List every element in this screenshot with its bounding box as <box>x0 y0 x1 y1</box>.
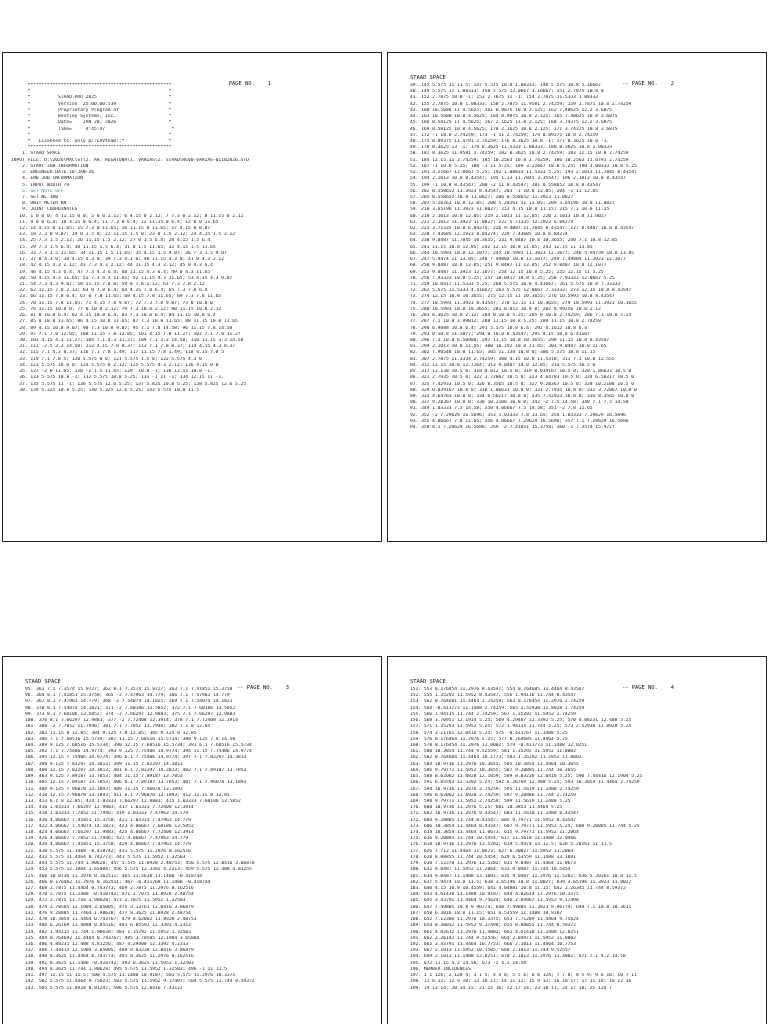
page-number: -- PAGE NO. 2 <box>622 81 674 87</box>
page-number: -- PAGE NO. 3 <box>237 685 289 691</box>
output-line: 30. 103 4.15 4.3 11.27; 104 7.1 4.3 11.27; 109 7.1 3.3 14.58; 110 11.15 3.3 14.58 <box>11 337 244 343</box>
output-line: 135. 484 0.764692 11.4464 0.743767; 485 3.70585 12.1904 3.65004 <box>25 935 200 941</box>
output-line: 25. 76 11.15 10.8 0; 77 0 10.8 2.12; 79 7.3 10.8 2.12; 80 11.15 10.8 2.12 <box>11 306 222 312</box>
output-line: 101. 380 -2 7.7852 11.7946; 381 7.1 7.7852 11.7946; 382 7.1 8 12.85 <box>25 724 211 730</box>
output-line: INPUT FILE: D:\2026\MAC\ST\2. AR. REGATUNA\1. VARIAS\2. STAAD\REV0-VARIAS-01182026.STD <box>11 157 249 163</box>
output-line: 28. 89 4.15 10.8 9.07; 90 7.3 10.8 9.07; 95 7.1 7.8 14.58; 96 11.15 7.8 14.58 <box>11 325 233 331</box>
output-line: 46. 169 0.58125 10.8 4.5625; 170 2.1625 10.8 2.125; 171 3.74375 10.8 3.6875 <box>410 126 618 132</box>
output-line: 89. 333 4.64783 10.8 0; 334 6.50217 10.8 0; 335 7.42933 10.8 0; 336 8.3565 10.8 0 <box>410 393 635 399</box>
output-line: 186. 647 7.49805 10.8 9.96774; 648 7.49805 11.3923 9.96774; 649 7.1 10.8 10.3611 <box>410 904 632 910</box>
output-line: 60. 218 2.1013 10.8 12.05; 219 2.1013 11 12.05; 220 2.1013 10.8 11.0027 <box>410 213 607 219</box>
page-text-lines <box>410 83 762 541</box>
output-line: 133. 480 6.26769 11.4888 0.85516; 481 6.85592 12.3392 4.2313 <box>25 923 191 929</box>
output-line: * Proprietary Program of * <box>11 107 172 113</box>
output-line: 103. 386 7.1 7.68516 15.5734; 387 11.15 7.68516 15.5734; 388 9.125 7.8 14.58 <box>25 736 236 742</box>
output-line: 178. 628 8.88855 11.744 10.5454; 629 6.53559 11.1488 13.1091 <box>410 854 576 860</box>
output-line: * STAAD.PRO 2025 * <box>11 95 172 101</box>
output-line: 65. 241 11.15 10.8 12.85; 242 12.15 10.8 11.85; 243 12.15 11 13.85 <box>410 244 593 250</box>
output-line: 43. 160 10.5688 11 4.5625; 161 8.9875 10.8 2.125; 162 7.40625 12.2 3.6875 <box>410 107 612 113</box>
output-line: 182. 637 5.9474 10.8 11.5; 638 3.65196 10.8 11.0027; 639 3.65196 11.3923 11.0027 <box>410 879 632 885</box>
output-line: 70. 256 7.93333 10.8 5.25; 257 10.0417 10.8 5.25; 258 7.93333 12.0667 5.25 <box>410 275 615 281</box>
output-line: 93. 355 4.06667 7.8 11.65; 356 4.06667 7.29629 16.5696; 357 7.1 7.29629 16.5696 <box>410 418 629 424</box>
output-line: 166. 591 6.85593 12.3392 5.25; 592 6.26769 12.488 5.25; 593 10.3854 11.4464 2.74259 <box>410 780 640 786</box>
output-line: 118. 424 4.06667 7.66297 12.9883; 425 4.06667 7.72408 12.3914 <box>25 830 194 836</box>
output-line: 177. 626 7.712 11.4464 11.0673; 627 6.30027 11.5952 11.2064 <box>410 848 574 854</box>
output-line: 156. 568 3.70951 12.1914 5.25; 569 4.29407 12.3392 5.25; 570 4.88231 12.488 5.25 <box>410 718 632 724</box>
output-line: 74. 277 10.5993 11.3923 8.43547; 278 12.15 11 10.3655; 279 10.5993 11.3923 10.3655 <box>410 300 637 306</box>
output-line: 173. 606 10.3854 11.4464 8.43547; 607 9.79771 11.5952 5.25; 608 9.20885 11.744 5.25 <box>410 823 640 829</box>
page-number: PAGE NO. 1 <box>228 81 271 87</box>
output-line: * * <box>11 132 172 138</box>
output-line: 64. 230 9.0487 11.7845 10.3655; 231 9.0487 10.8 10.3655; 240 7.1 10.8 12.85 <box>410 238 618 244</box>
page-text-lines <box>410 687 762 1024</box>
output-line: 110. 405 12.15 7.89187 13.7853; 406 6.1 7.89187 13.7853; 407 7.1 7.96078 13.1893 <box>25 780 247 786</box>
output-line: 80. 296 7.1 10.8 6.50988; 297 11.15 10.8 10.3655; 298 11.15 10.8 8.43547 <box>410 337 610 343</box>
output-line: 126. 466 0.176462 11.2976 0.162511; 467 -0.411768 11.1488 -0.418744 <box>25 879 211 885</box>
output-line: 129. 472 2.7875 11.744 1.90628; 473 2.7875 11.5952 1.32503 <box>25 898 186 904</box>
output-line: 192. 665 3.43791 11.4464 10.7753; 666 2.1013 11.4464 10.7753 <box>410 941 576 947</box>
output-line: 91. 349 1.03333 7.5 14.58; 350 4.06667 7.5 14.58; 351 -2 7.8 11.65 <box>410 406 593 412</box>
output-line: 160. 578 0.176454 11.2976 11.0002; 579 -0.411773 11.1488 12.0251 <box>410 742 588 748</box>
output-line: 109. 403 9.125 7.89187 13.7853; 404 11.15 7.89187 13.7853 <box>25 774 183 780</box>
output-line: 31. 111 -2.5 3.3 14.58; 112 4.15 7.8 8.37; 113 7.1 7.8 8.37; 114 4.15 4.3 8.37 <box>11 344 236 350</box>
output-line: 10. 1 0 0 0; 4 11.15 0 0; 5 0 0 2.12; 6 4.15 0 2.12; 7 7.3 0 2.12; 8 11.15 0 2.12 <box>11 213 244 219</box>
page-number: -- PAGE NO. 4 <box>622 685 674 691</box>
output-line: 161. 580 10.3854 11.744 9.52559; 581 1.35292 11.5952 11.0002 <box>410 749 576 755</box>
output-line: 153. 562 0.764681 11.4464 2.74259; 563 0.176454 11.2976 2.74259 <box>410 699 585 705</box>
output-line: 58. 207 5.20261 10.8 12.05; 208 5.20261 11 12.05; 209 3.65196 10.8 11.0027 <box>410 201 615 207</box>
output-line: 168. 596 8.62062 11.8928 2.74259; 597 9.20886 11.744 2.74259 <box>410 792 576 798</box>
output-line: 34. 123 5.575 10.8 0; 124 5.575 0 2.12; 125 5.575 4.3 2.12; 126 4.15 0 0 <box>11 362 219 368</box>
output-line: 124. 453 5.575 12.1904 3.65004; 456 5.575 12.3392 4.2313; 459 5.575 12.488 4.81255 <box>25 867 252 873</box>
output-line: 71. 259 10.0417 11.5333 5.25; 260 5.575 10.8 4.41667; 261 5.575 10.8 7.33333 <box>410 282 621 287</box>
output-line: 13. 18 7.3 0 9.07; 19 0 1.5 0; 22 11.15 1.5 0; 23 0 1.5 2.12; 24 4.15 1.5 2.12 <box>11 232 236 238</box>
output-line: 113. 413 6.1 8 12.85; 414 1.03333 7.66297 12.9883; 415 1.03333 7.60186 13.5852 <box>25 798 241 804</box>
output-line: 199. 19 13 14; 20 14 15; 21 15 16; 22 17 14; 23 18 11; 24 17 18; 25 124 7 <box>410 985 612 991</box>
output-line: 54. 194 2.1013 10.8 8.43547; 195 1.13 11.7845 3.35547; 196 2.1013 10.8 8.43547 <box>410 176 626 182</box>
output-line: 69. 253 9.0487 11.3923 12.1077; 254 12.15 10.8 5.25; 255 12.15 11 5.25 <box>410 269 604 275</box>
output-line: 41. 152 2.7875 10.8 -1; 153 2.7875 11 -1; 154 2.7875 11.5333 1.08333 <box>410 95 599 101</box>
output-line: 83. 307 2.7875 11.3334 2.74259; 308 4.15 10.8 11.5318; 311 7.1 10.8 12.555 <box>410 356 615 362</box>
output-line: 194. 669 2.1013 11.1488 12.0251; 670 2.1013 11.2976 11.4002; 671 7.1 4.2 14.58 <box>410 954 626 960</box>
output-line: 5. INPUT WIDTH 79 <box>11 182 70 188</box>
output-line: 17. 37 0 4.3 0; 38 4.15 4.3 0; 39 7.3 4.3 0; 40 11.15 4.3 0; 41 0 4.3 2.12 <box>11 257 224 263</box>
output-line: 35. 127 -2 0 11.65; 128 -2 1.5 11.65; 129 -10.8 -1; 130 12.15 10.8 -1. <box>11 369 213 375</box>
output-line: 155. 566 1.94115 11.744 2.74259; 567 1.35292 11.5952 2.74259 <box>410 711 576 717</box>
page-text-lines <box>25 687 377 1024</box>
output-line: 120. 428 4.06667 7.41851 15.3758; 429 4.06667 7.47963 14.779 <box>25 842 191 848</box>
output-line: 183. 640 4.15 10.8 10.4559; 641 4.04881 10.8 11.15; 642 2.26345 11.744 8.59372 <box>410 886 626 891</box>
output-page-2 <box>387 52 767 542</box>
output-line: 108. 400 12.15 7.82297 14.3813; 401 6.1 7.82297 14.3813; 402 7.1 7.89187 13.7853 <box>25 767 247 773</box>
output-line: 40. 149 5.575 11 1.08333; 150 5.575 12.0667 3.16667; 151 2.7875 10.8 0 <box>410 89 604 95</box>
output-line: 15. 29 7.3 1.5 6.4; 30 11.15 1.5 6.4; 31 0 1.5 11.65; 32 4.15 1.5 11.65 <box>11 244 216 250</box>
output-line: 157. 571 1.35293 11.5952 5.25; 572 1.94115 11.744 5.25; 573 2.52938 11.8928 5.25 <box>410 724 632 730</box>
output-line: 191. 662 2.26142 11.744 9.52556; 664 2.84971 11.5952 11.0002 <box>410 935 576 941</box>
output-line: 44. 163 10.5688 10.8 4.5625; 164 8.9875 10.8 2.125; 165 7.40625 10.8 3.6875 <box>410 114 618 120</box>
output-line: 37. 135 5.575 11 -1; 136 5.575 12.6 5.25; 137 5.825 10.8 5.25; 138 5.825 12.6 5.25 <box>11 381 247 387</box>
output-line: 92. 352 -2 7.29629 16.5696; 353 1.03333 7.8 13.65; 354 1.03333 7.29629 16.5696 <box>410 412 626 418</box>
output-line: 180. 632 9.0487 11.5952 11.2064; 633 9.0487 11.744 10.5454 <box>410 867 571 873</box>
output-line: 172. 604 9.20885 11.744 8.43547; 605 9.79771 11.5952 8.43547 <box>410 817 576 823</box>
output-line: 81. 299 2.1013 10.8 11.65; 300 10.192 10.8 11.65; 301 9.0487 10.8 11.65 <box>410 344 607 350</box>
output-line: 19. 46 4.15 4.3 6.4; 47 7.3 4.3 6.4; 48 11.15 4.3 6.4; 49 0 4.3 11.65 <box>11 269 211 275</box>
page-header-left: STAAD SPACE <box>410 75 446 81</box>
output-line: 102. 383 11.15 8 12.85; 384 9.125 7.8 12.85; 385 9.125 8 12.85 <box>25 730 197 736</box>
output-line: 1. STAAD SPACE <box>11 151 61 157</box>
output-line: 125. 460 10.0736 11.2976 0.162511; 465 11.5638 11.1488 -0.418744 <box>25 873 203 879</box>
output-line: 84. 312 11.15 10.8 12.7264; 313 9.0487 10.8 12.85; 314 5.575 10.5 0 <box>410 362 596 368</box>
output-line: 52. 187 -1 10.8 5.25; 188 -1 11 5.25; 189 3.21667 10.8 5.25; 190 1.08333 10.8 5.25 <box>410 163 637 169</box>
output-line: 85. 317 11.138 10.5 0; 318 0.012 10.5 0; 319 0.039167 10.5 0; 320 1.86633 10.5 0 <box>410 369 632 375</box>
output-line: 49. 178 8.3625 13 -1; 179 8.3625 11.5333 1.08333; 180 8.3625 10.8 1.08333 <box>410 145 612 151</box>
output-line: * Bentley Systems, Inc. * <box>11 114 172 120</box>
output-line: 24. 70 11.15 7.8 11.65; 71 4.15 7.8 9.07; 72 7.3 7.8 9.07; 73 0 10.8 0 <box>11 300 213 306</box>
output-line: 66. 244 10.5993 10.8 12.1077; 245 10.5993 11.3923 12.1077; 246 5.94739 10.8 13.85 <box>410 250 635 256</box>
output-line: 33. 119 7.1 7.8 5; 120 5.575 0 0; 121 5.575 1.5 0; 122 5.575 4.3 0 <box>11 356 202 362</box>
output-line: 195. 672 11.15 4.2 14.58; 673 -2 4.2 14.58 <box>410 960 527 966</box>
output-line: 59. 210 3.65196 11.3923 11.0027; 213 4.15 10.8 11.15; 215 7.1 10.8 11.15 <box>410 207 610 213</box>
output-line: 68. 250 9.0487 10.8 13.85; 251 9.0487 11 13.85; 252 9.0487 10.8 12.1077 <box>410 263 607 269</box>
output-line: 170. 600 10.9736 11.2976 5.25; 601 10.3853 11.4464 5.25 <box>410 805 563 811</box>
output-line: 72. 262 5.575 11.5333 4.41667; 263 5.575 12.0667 7.33333; 273 12.15 10.8 8.43547 <box>410 288 632 294</box>
output-line: * Version 25.00.00.539 * <box>11 101 172 107</box>
output-line: 140. 494 8.3625 11.744 1.90628; 495 5.575 11.5952 1.32503; 496 -1 11 11.5 <box>25 966 227 972</box>
output-line: 53. 191 3.21667 12.0667 5.25; 192 1.08833 11.5333 5.25; 193 2.1013 11.7845 8.43547 <box>410 170 637 176</box>
output-line: 63. 228 7.43685 12.1923 8.84274; 229 7.43685 10.8 6.84274 <box>410 232 568 238</box>
output-line: 3. ENGINEER DATE 18-JAN-26 <box>11 170 94 176</box>
output-line: 134. 482 1.94115 11.744 1.90628; 483 1.35292 11.5952 1.32503 <box>25 929 191 935</box>
output-line: * Licensed to: only @::LAVteam::* * <box>11 138 172 144</box>
output-line: 94. 358 8.1 7.29629 16.5696; 359 -2 7.41851 15.3758; 360 -2 7.3574 15.9727 <box>410 425 615 431</box>
output-line: 67. 247 5.9474 11 13.85; 248 7.49804 10.8 12.1077; 249 7.49804 11.3923 12.1077 <box>410 257 626 263</box>
output-line: 36. 133 5.575 10.8 -1; 132 5.575 10.8 5.25; 131 -1 11 -1; 134 12.15 11 -1. <box>11 375 224 381</box>
page-text-lines <box>11 83 377 541</box>
output-line: 128. 470 2.7875 11.1488 -0.418742; 471 2.7875 11.8928 2.48754 <box>25 892 194 898</box>
output-line: * Time= 4:45:47 * <box>11 126 175 132</box>
output-line: 175. 616 9.20885 11.744 10.5454; 617 11.5618 11.1488 12.0466 <box>410 836 576 842</box>
output-line: 51. 184 12.15 11 2.74259; 185 10.2563 10.8 2.74259; 186 10.2563 11.6791 2.74259 <box>410 157 629 163</box>
output-line: 79. 293 0 10.8 11.5877; 294 0 10.8 8.43547; 295 4.15 10.8 6.41107 <box>410 331 590 337</box>
output-line: 75. 280 10.5993 10.8 10.3655; 281 0.012 10.8 0; 282 8.99256 10.8 2.12 <box>410 306 601 312</box>
output-line: 88. 329 0.039167 10.8 0; 330 1.86633 10.8 0; 331 2.7935 10.8 0; 332 3.72067 10.8 0 <box>410 387 637 393</box>
output-line: 87. 325 7.42933 10.5 0; 326 8.3565 10.5 0; 327 9.28367 10.5 0; 328 10.2108 10.5 0 <box>410 381 635 387</box>
output-line: 117. 422 4.06667 7.54074 14.1821; 423 4.06667 7.60186 13.5852 <box>25 823 194 829</box>
output-line: 184. 643 4.61438 11.1488 10.9187; 644 4.02614 11.2976 10.3375 <box>410 892 579 898</box>
output-line: 55. 199 -1 10.8 8.43547; 200 -1 11 8.43547; 201 0.558652 10.8 8.43547 <box>410 182 601 188</box>
output-line: 76. 283 8.3625 10.8 2.12; 284 0 10.8 5.25; 285 0 10.8 2.74259; 286 7.1 10.8 5.25 <box>410 313 632 319</box>
page-header-left: STAAD SPACE <box>25 679 61 685</box>
output-line: 50. 181 8.3625 11.9581 2.74259; 182 8.3625 10.8 2.74259; 183 12.15 10.8 2.74259 <box>410 151 629 157</box>
output-line: 39. 145 5.575 11 11.5; 147 5.575 10.8 1.08333; 148 5.575 10.8 5.16667 <box>410 83 601 88</box>
output-line: 158. 574 3.11761 12.0416 5.25; 575 -0.411767 11.1488 5.25 <box>410 730 568 736</box>
output-line: 18. 42 4.15 4.3 2.12; 43 7.3 4.3 2.12; 44 11.15 4.3 2.12; 45 0 4.3 6.4 <box>11 263 213 269</box>
output-line: 112. 410 12.15 7.96078 13.1893; 411 6.1 7.96078 13.1893; 412 12.15 8 12.85 <box>25 792 230 798</box>
output-line: 130. 474 3.70585 12.1904 3.65005; 475 3.13761 12.0416 3.06879 <box>25 904 194 910</box>
output-line: 57. 205 0.558652 10.8 11.0027; 206 0.558652 11.3923 11.0027 <box>410 194 574 200</box>
output-line: 21. 54 7.3 4.3 9.07; 58 11.15 7.8 0; 59 0 7.8 2.12; 61 7.3 7.8 2.12 <box>11 282 205 287</box>
output-line: 190. 661 4.02612 11.2976 11.4002; 662 4.61438 11.1488 12.0251 <box>410 929 579 935</box>
output-line: 162. 582 0.764684 11.4464 10.1773; 583 1.35292 11.5952 11.0002 <box>410 755 582 761</box>
output-line: 142. 502 5.575 11.4464 9.75623; 503 5.575 11.5952 9.17497; 504 5.575 11.744 8.59372 <box>25 979 255 985</box>
output-line: 197. 1 1 126; 2 120 4; 3 1 5; 4 4 8; 5 5 6; 6 6 124; 7 7 8; 8 5 9; 9 6 10; 10 7 11 <box>410 973 637 979</box>
output-line: 171. 602 10.9736 11.2976 8.43547; 603 11.5618 11.1488 8.43547 <box>410 811 579 817</box>
output-line: 7. SET NL 300 <box>11 194 59 200</box>
output-line: 73. 274 12.15 10.8 10.3655; 275 12.15 11 10.3655; 276 10.5993 10.8 8.43547 <box>410 294 615 300</box>
output-line: 154. 564 -0.411773 11.1488 2.74259; 565 2.52938 11.8928 2.74259 <box>410 705 585 711</box>
output-line: 111. 408 9.125 7.96078 13.1893; 409 11.15 7.96078 13.1893 <box>25 786 183 792</box>
output-line: 167. 594 10.9736 11.2976 2.74259; 595 11.5619 11.1488 2.74259 <box>410 786 579 792</box>
output-line: 77. 287 7.1 10.8 3.99012; 288 11.15 10.8 5.25; 289 11.15 10.8 2.74259 <box>410 319 601 325</box>
output-line: 29. 97 7.1 7.8 12.85; 100 11.15 7.8 12.85; 101 4.15 7.8 11.27; 102 7.1 7.8 11.27 <box>11 331 241 337</box>
output-line: 78. 290 6.9888 10.8 6.4; 291 5.575 10.8 6.4; 292 4.1612 10.8 6.4 <box>410 325 588 331</box>
output-line: 11. 9 0 0 6.4; 10 4.15 0 6.4; 11 7.3 0 6.4; 12 11.15 0 6.4; 13 0 0 11.65 <box>11 219 219 225</box>
output-line: 42. 155 2.7875 10.8 1.08333; 158 2.7875 11.9581 2.74259; 159 2.7875 10.8 2.74259 <box>410 101 632 107</box>
output-line: 8. UNIT METER KN <box>11 201 67 207</box>
output-line: * Date= JAN 20, 2026 * <box>11 120 172 126</box>
output-line: 141. 497 12.15 11 11.5; 500 5.575 11.1488 10.9187; 501 5.575 11.2976 10.3375 <box>25 973 236 979</box>
output-line: 20. 50 4.15 4.3 11.65; 51 7.3 4.3 11.65; 52 11.15 4.3 11.65; 53 4.15 4.3 9.07 <box>11 275 233 281</box>
output-line: 12. 14 4.15 0 11.65; 15 7.3 0 11.65; 16 11.15 0 11.65; 17 4.15 0 0.07 <box>11 226 211 232</box>
output-line: 26. 81 0 10.8 6.4; 82 4.15 10.8 6.4; 83 7.3 10.8 6.4; 84 11.15 10.8 6.4 <box>11 313 216 319</box>
output-line: 2. START JOB INFORMATION <box>11 163 89 169</box>
output-line: 45. 166 0.58125 11 4.5625; 167 2.1625 11.8 2.125; 168 3.74375 12.2 3.6875 <box>410 120 612 126</box>
output-line: 56. 202 0.558652 11.3923 8.43547; 203 -1 10.8 12.05; 204 -1 11 12.05 <box>410 188 599 194</box>
page-header-left: STAAD SPACE <box>410 679 446 685</box>
output-line: 151. 553 0.176454 11.2976 8.43547; 554 0.764685 11.4464 8.43547 <box>410 687 585 692</box>
output-line: 115. 418 1.03333 7.7852 11.7946; 419 1.03333 7.47963 14.779 <box>25 811 189 817</box>
output-line: 14. 25 7.3 1.5 2.12; 26 11.15 1.5 2.12; 27 0 1.5 6.4; 28 4.15 1.5 6.4 <box>11 238 211 244</box>
output-line: 139. 492 8.3625 11.1488 -0.418742; 493 8.3625 11.5952 1.32503 <box>25 960 194 966</box>
output-line: 163. 584 10.9736 11.2976 10.3655; 585 10.3854 11.4464 10.3655 <box>410 761 579 767</box>
output-page-3 <box>2 656 382 1024</box>
output-line: 165. 588 8.62062 11.8928 12.1059; 589 8.03238 12.0416 5.25; 590 7.44416 12.1904 5.25 <box>410 774 643 780</box>
output-line: 100. 376 8.1 7.66297 12.9883; 377 -2 7.72408 12.3914; 378 7.1 7.72408 12.3914 <box>25 718 238 724</box>
output-line: 196. MEMBER INCIDENCES <box>410 966 471 972</box>
output-line: 159. 576 0.176464 11.2976 5.25; 577 0.764685 11.4464 5.25 <box>410 736 568 742</box>
output-page-1 <box>2 52 382 542</box>
output-line: 164. 586 9.79771 11.5952 10.3655; 587 9.20885 11.744 10.3655 <box>410 767 576 773</box>
output-line: 38. 139 5.325 10.8 5.25; 140 5.325 12.6 5.25; 143 5.575 10.8 11.5 <box>11 387 200 393</box>
output-line: 136. 486 4.88231 12.488 4.81256; 487 4.29408 12.3392 4.2313 <box>25 941 189 947</box>
output-line: 61. 221 2.1013 11.3923 11.0027; 222 5.71335 12.2923 6.84274 <box>410 219 574 225</box>
output-line: 105. 392 7.1 7.75406 14.9774; 393 9.125 7.75406 14.9774; 394 11.15 7.75406 14.9774 <box>25 749 252 755</box>
output-line: 169. 598 9.79771 11.5952 2.74259; 599 11.5619 11.1488 5.25 <box>410 798 571 804</box>
output-line: 138. 490 8.3625 11.4464 0.743773; 491 8.3625 11.2976 0.162516 <box>25 954 194 960</box>
output-line: 176. 618 10.9736 11.2976 12.5282; 619 5.9474 13 11.5; 620 5.20261 11 11.5 <box>410 842 612 848</box>
output-line: 114. 416 1.03333 7.66297 12.9883; 417 1.03333 7.72408 12.3914 <box>25 805 194 811</box>
output-line: 104. 389 9.125 7.68516 15.5734; 390 12.15 7.68516 15.5734; 391 6.1 7.68516 15.5734 <box>25 742 252 748</box>
output-line: 16. 33 7.3 1.5 11.65; 34 11.15 1.5 11.65; 35 4.15 1.5 9.07; 36 7.3 1.5 9.07 <box>11 250 227 256</box>
output-line: 82. 302 7.90548 10.8 11.65; 305 11.138 10.8 0; 306 5.575 10.8 11.15 <box>410 350 596 356</box>
output-line: 23. 66 11.15 7.8 6.4; 67 0 7.8 11.65; 68 4.15 7.8 11.65; 69 7.3 7.8 11.65 <box>11 294 222 300</box>
output-line: 174. 614 10.3854 11.4464 11.0673; 615 9.79771 11.5952 11.2064 <box>410 830 579 836</box>
output-line: 27. 85 0 10.8 11.65; 86 4.15 10.8 11.65; 87 7.3 10.8 11.65; 88 11.15 10.8 11.65 <box>11 319 238 325</box>
output-line: 121. 430 5.575 11.1488 -0.418742; 431 5.575 11.2976 0.162516 <box>25 848 191 854</box>
output-line: 123. 444 5.575 11.744 1.90628; 447 5.575 11.8928 2.48753; 450 5.575 12.0416 3.06878 <box>25 861 255 867</box>
output-line: 96. 364 8.1 7.41851 15.3758; 365 -2 7.47963 14.779; 366 7.1 7.47963 14.779 <box>25 693 230 699</box>
output-line: 122. 432 5.575 11.4464 0.743773; 441 5.575 11.5952 1.32503 <box>25 854 186 860</box>
output-line: 97. 367 8.1 7.47963 14.779; 368 -2 7.54074 14.1821; 369 7.1 7.54074 14.1821 <box>25 699 233 705</box>
output-line: 181. 634 9.0487 11.1488 13.1091; 635 9.0487 11.2976 12.5282; 636 5.20261 10.8 11.5 <box>410 873 637 879</box>
output-line: 106. 395 12.15 7.75406 14.9774; 396 6.1 7.75406 14.9774; 397 7.1 7.82297 14.3813 <box>25 755 247 761</box>
output-line: 22. 62 11.15 7.8 2.12; 63 0 7.8 6.4; 64 4.15 7.8 6.4; 65 7.3 7.8 6.4 <box>11 288 208 294</box>
output-line: **************************************************** <box>11 83 172 88</box>
output-line: 95. 361 7.1 7.3574 15.9727; 362 8.1 7.3574 15.9727; 363 7.1 7.41851 15.3758 <box>25 687 233 692</box>
output-line: 193. 667 2.1013 11.5952 10.1505; 668 2.1013 11.744 9.52557 <box>410 948 571 954</box>
output-line: 32. 115 7.1 4.3 8.37; 116 7.1 7.8 1.49; 117 11.15 7.8 1.49; 118 4.15 7.8 5 <box>11 350 224 356</box>
output-line: 189. 654 8.30032 11.5952 9.17498; 655 8.88855 11.744 8.59372 <box>410 923 576 929</box>
output-page-4 <box>387 656 767 1024</box>
output-line: 107. 398 9.125 7.82297 14.3813; 399 11.15 7.82297 14.3813 <box>25 761 183 767</box>
output-line: 47. 172 -1 10.8 2.74259; 173 -1 11 2.74259; 174 0.89375 10.8 2.74259 <box>410 132 599 138</box>
output-line: 4. END JOB INFORMATION <box>11 176 83 182</box>
output-line: 127. 468 2.7875 11.4464 0.743773; 469 2.7875 11.2976 0.162516 <box>25 886 194 891</box>
output-line: 152. 555 1.35292 11.5952 8.43547; 556 1.94116 11.744 8.43547 <box>410 693 576 699</box>
output-line: 187. 650 6.3016 10.8 11.15; 651 6.53559 11.1488 10.9187 <box>410 910 563 916</box>
output-line: 179. 630 7.12378 11.2976 12.5282; 631 9.0487 11.4464 11.0673 <box>410 861 576 867</box>
output-line: **************************************************** <box>11 145 172 151</box>
output-line: 185. 645 3.43791 11.4464 9.75624; 646 2.84967 11.5952 9.17498 <box>410 898 579 904</box>
output-line: * * <box>11 89 172 95</box>
output-line: 48. 175 0.89375 11.4791 2.74259; 176 8.3625 10.8 -1; 177 8.3625 10.8 -1. <box>410 138 610 144</box>
output-line: 132. 478 10.3854 11.4464 0.743767; 479 8.62062 11.8928 2.48753 <box>25 917 197 923</box>
output-line: 131. 476 9.20885 11.7464 1.90628; 477 8.3625 11.8928 2.48754 <box>25 910 191 916</box>
output-line: 198. 11 8 12; 12 9 10; 13 10 11; 14 11 12; 15 9 13; 16 10 17; 17 11 18; 18 12 16 <box>410 979 632 985</box>
output-line: 9. JOINT COORDINATES <box>11 207 78 213</box>
output-line: 188. 652 7.12386 11.2976 10.3375; 653 7.71209 11.4464 9.75624 <box>410 917 579 923</box>
output-line: 99. 373 8.1 7.60186 13.5852; 374 -2 7.66297 12.9883; 375 7.1 7.66297 12.9883 <box>25 711 236 717</box>
output-line: 90. 337 9.28367 10.8 0; 338 10.2108 10.8 0; 342 -2 7.5 14.58; 340 7.1 7.5 14.58 <box>410 400 629 406</box>
output-line: 119. 426 4.06667 7.7852 11.7946; 427 4.06667 7.47963 14.779 <box>25 836 189 842</box>
output-line: 86. 321 2.7935 10.5 0; 322 3.72067 10.5 0; 323 4.64783 10.5 0; 324 6.50217 10.5 0 <box>410 375 635 381</box>
output-line: 143. 505 5.575 11.8928 8.01247; 506 5.575 12.0416 7.43122 <box>25 985 183 991</box>
output-line: 116. 420 4.06667 7.41851 15.3758; 421 1.03333 7.47963 14.779 <box>25 817 191 823</box>
output-line: 6. SET NOTE OFF <box>11 188 64 194</box>
output-line: 98. 370 8.1 7.54074 14.1821; 371 -2 7.60186 13.5852; 372 7.1 7.60186 13.5852 <box>25 705 236 711</box>
output-line: 137. 488 7.44415 12.1904 3.65005; 489 8.03238 12.0416 3.06879 <box>25 948 194 954</box>
output-line: 62. 223 3.71335 10.8 6.84274; 226 9.4087 11.7845 8.43547; 227 0.4487 10.8 8.43547 <box>410 226 635 232</box>
